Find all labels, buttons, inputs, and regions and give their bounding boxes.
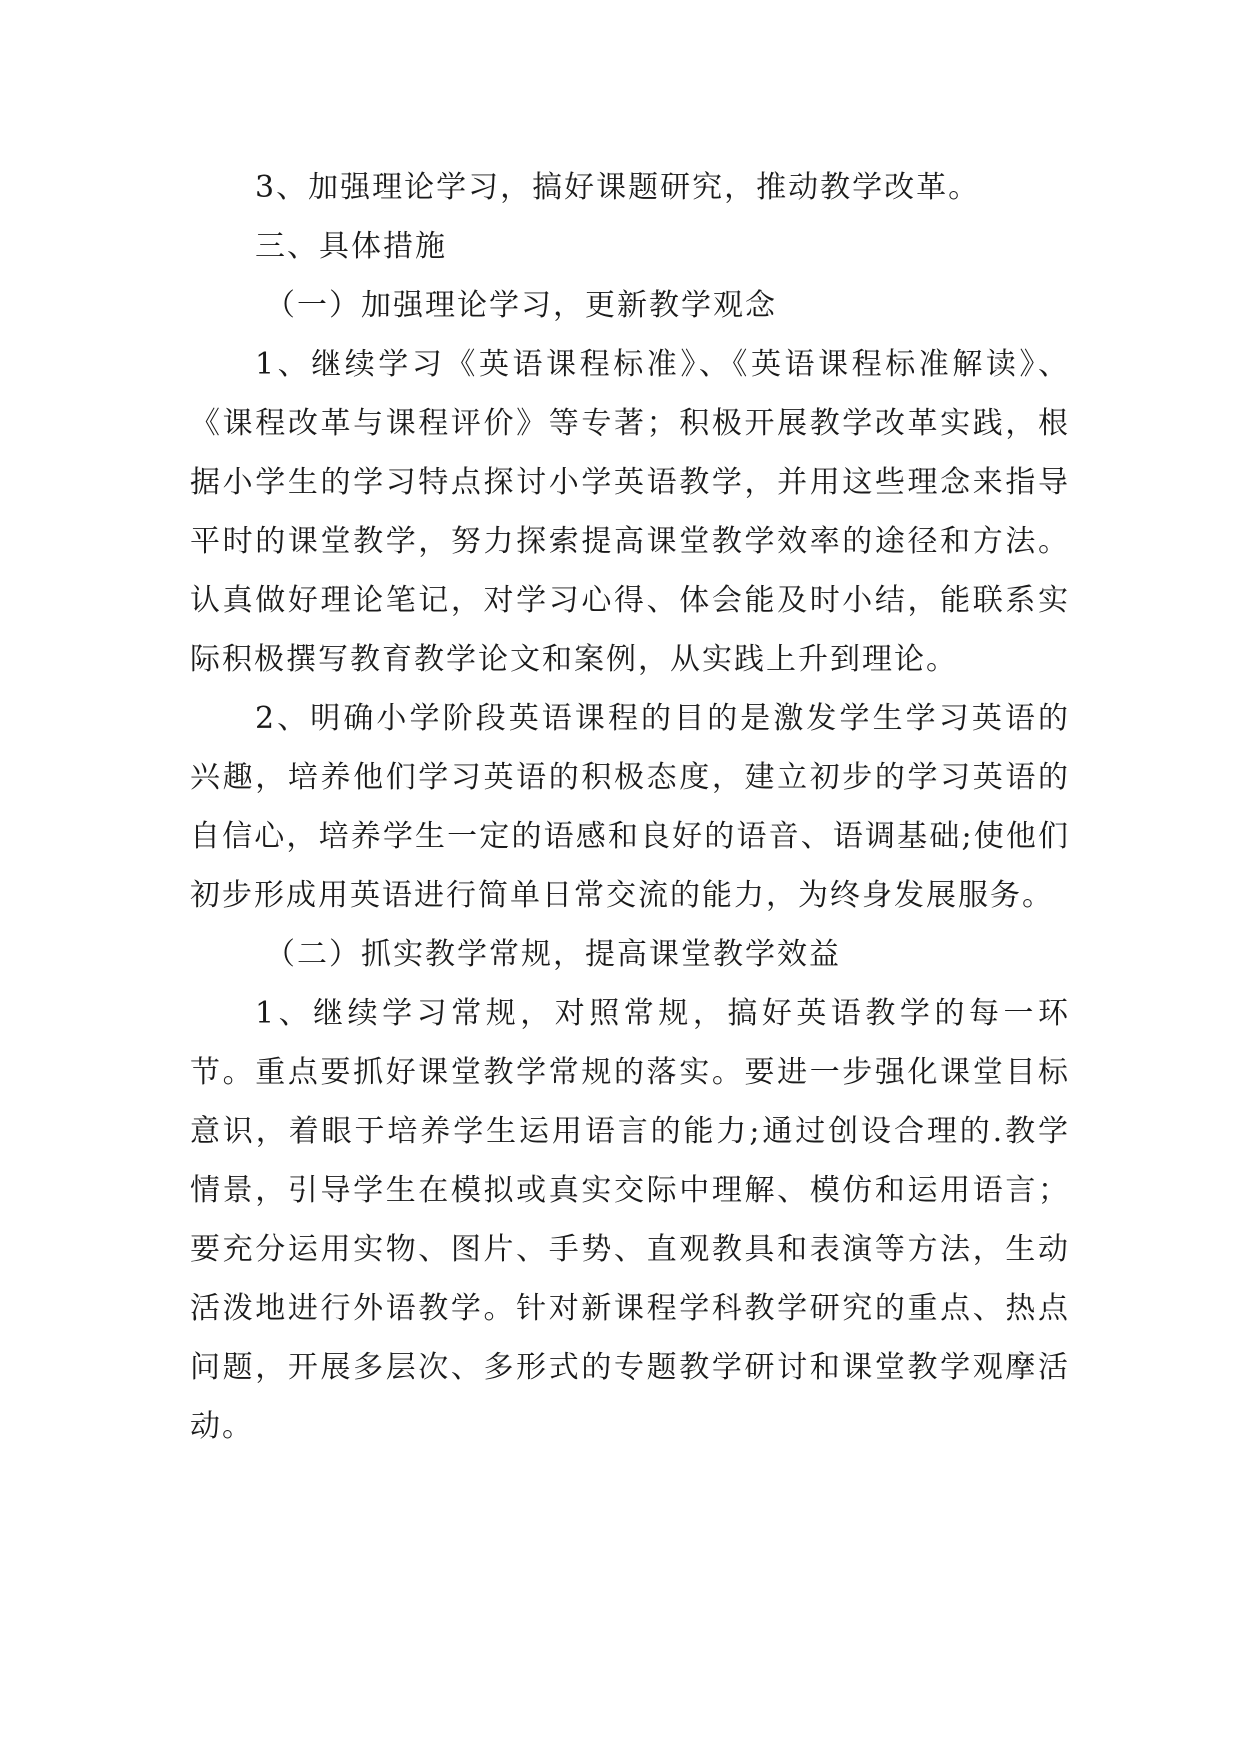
paragraph-course-objectives: 2、明确小学阶段英语课程的目的是激发学生学习英语的兴趣，培养他们学习英语的积极态度，建立初步的学习英语的自信心，培养学生一定的语感和良好的语音、语调基础;使他们初步形成用英语进行简单日常交流的能力，为终身发展服务。 — [190, 701, 1070, 913]
paragraph-teaching-routine: 1、继续学习常规，对照常规，搞好英语教学的每一环节。重点要抓好课堂教学常规的落实。要进一步强化课堂目标意识，着眼于培养学生运用语言的能力;通过创设合理的.教学情景，引导学生在模拟或真实交际中理解、模仿和运用语言；要充分运用实物、图片、手势、直观教具和表演等方法，生动活泼地进行外语教学。针对新课程学科教学研究的重点、热点问题，开展多层次、多形式的专题教学研讨和课堂教学观摩活动。 — [190, 996, 1070, 1444]
document-body — [190, 158, 1070, 1456]
subsection-heading-2: （二）抓实教学常规，提高课堂教学效益 — [265, 937, 841, 972]
paragraph-study-standards: 1、继续学习《英语课程标准》、《英语课程标准解读》、《课程改革与课程评价》等专著；积极开展教学改革实践，根据小学生的学习特点探讨小学英语教学，并用这些理念来指导平时的课堂教学，努力探索提高课堂教学效率的途径和方法。认真做好理论笔记，对学习心得、体会能及时小结，能联系实际积极撰写教育教学论文和案例，从实践上升到理论。 — [190, 347, 1070, 677]
section-heading-measures: 三、具体措施 — [255, 229, 447, 264]
paragraph-goal-3: 3、加强理论学习，搞好课题研究，推动教学改革。 — [255, 170, 981, 205]
subsection-heading-1: （一）加强理论学习，更新教学观念 — [265, 288, 777, 323]
